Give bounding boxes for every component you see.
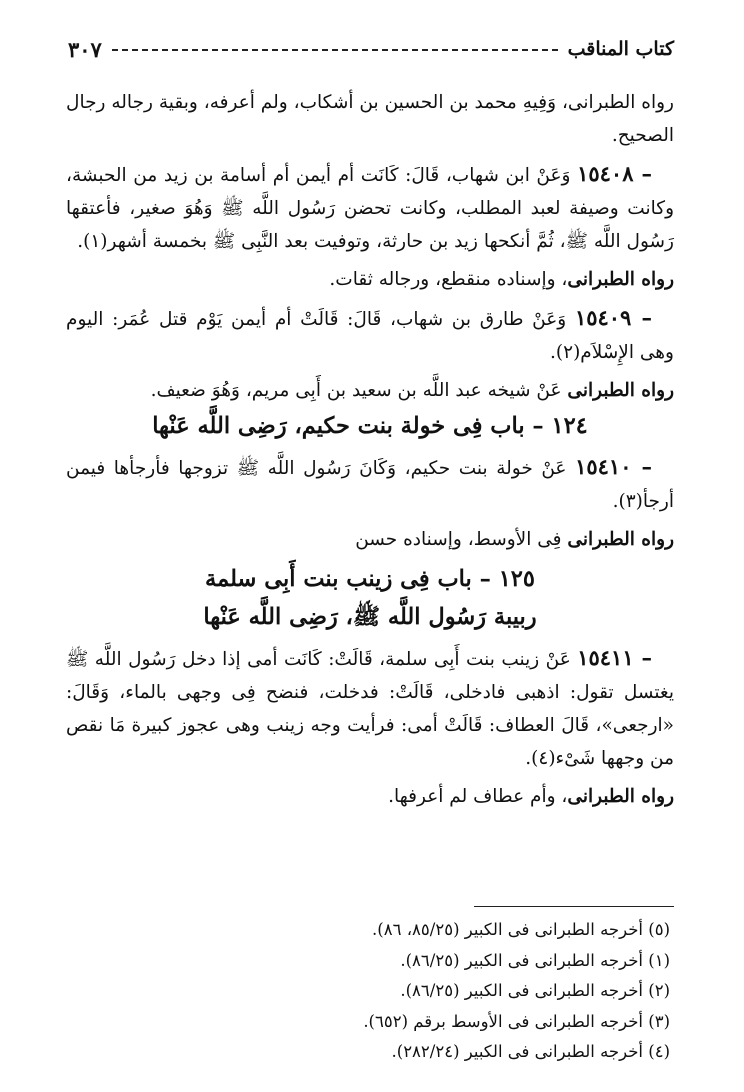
chapter-heading-125-subtitle: ربيبة رَسُول اللَّه ﷺ، رَضِى اللَّه عَنْها — [203, 604, 537, 630]
narration-source: رواه الطبرانى — [567, 380, 674, 401]
page-header — [68, 34, 674, 64]
hadith-number: ١٥٤٠٩ – — [574, 305, 652, 330]
hadith-text: وَعَنْ ابن شهاب، قَالَ: كَانَت أم أيمن أم أسامة بن زيد من الحبشة، وكانت وصيفة لعبد المطلب، وكانت تحضن رَسُول اللَّه ﷺ وَهُوَ صغير، فأعتقها رَسُول اللَّه ﷺ، ثُمَّ أنكحها زيد بن حارثة، وتوفيت بعد النَّبِى ﷺ بخمسة أشهر(١). — [66, 165, 674, 252]
hadith-number: ١٥٤٠٨ – — [577, 161, 652, 186]
paragraph-narration: رواه الطبرانى، وَفِيهِ محمد بن الحسين بن أشكاب، ولم أعرفه، وبقية رجاله رجال الصحيح. — [66, 92, 674, 146]
hadith-15408 — [66, 157, 674, 258]
hadith-15409 — [66, 301, 674, 369]
narration-note — [66, 263, 674, 296]
narration-note — [66, 523, 674, 556]
page-body — [66, 86, 674, 813]
narration-note — [66, 780, 674, 813]
narration-comment: فِى الأوسط، وإسناده حسن — [355, 529, 568, 550]
hadith-text: عَنْ زينب بنت أَبِى سلمة، قَالَتْ: كَانَت أمى إذا دخل رَسُول اللَّه ﷺ يغتسل تقول: اذهبى فادخلى، قَالَتْ: فدخلت، فنضح فِى وجهى بالماء، وَقَالَ: «ارجعى»، قَالَ العطاف: قَالَتْ أمى: فرأيت وجه زينب وهى عجوز كبيرة مَا نقص من وجهها شَىْء(٤). — [66, 649, 674, 769]
hadith-15411 — [66, 641, 674, 775]
chapter-heading-125: ١٢٥ – باب فِى زينب بنت أَبِى سلمة — [205, 566, 535, 592]
narration-source: رواه الطبرانى — [567, 786, 674, 807]
hadith-15410 — [66, 450, 674, 518]
footnote: (٢) أخرجه الطبرانى فى الكبير (٨٦/٢٥). — [400, 981, 670, 1000]
footnote-separator — [474, 906, 674, 907]
footnote: (٣) أخرجه الطبرانى فى الأوسط برقم (٦٥٢). — [363, 1011, 670, 1031]
narration-note — [66, 374, 674, 407]
header-divider — [112, 49, 558, 51]
narration-comment: عَنْ شيخه عبد اللَّه بن سعيد بن أَبِى مريم، وَهُوَ ضعيف. — [150, 380, 568, 401]
narration-source: رواه الطبرانى — [567, 529, 674, 550]
footnote: (١) أخرجه الطبرانى فى الكبير (٨٦/٢٥). — [400, 950, 670, 970]
hadith-text: عَنْ خولة بنت حكيم، وَكَانَ رَسُول اللَّه ﷺ تزوجها فأرجأها فيمن أرجأ(٣). — [66, 458, 674, 512]
narration-comment: ، وإسناده منقطع، ورجاله ثقات. — [329, 269, 568, 290]
chapter-heading-124: ١٢٤ – باب فِى خولة بنت حكيم، رَضِى اللَّه عَنْها — [152, 413, 588, 439]
hadith-number: ١٥٤١١ – — [577, 645, 652, 670]
page-number: ٣٠٧ — [68, 36, 102, 62]
footnote: (٥) أخرجه الطبرانى فى الكبير (٨٥/٢٥، ٨٦). — [372, 920, 670, 939]
footnotes — [70, 915, 670, 1068]
hadith-number: ١٥٤١٠ – — [575, 454, 652, 479]
hadith-text: وَعَنْ طارق بن شهاب، قَالَ: قَالَتْ أم أيمن يَوْم قتل عُمَر: اليوم وهى الإِسْلاَم(٢). — [66, 309, 674, 363]
footnote: (٤) أخرجه الطبرانى فى الكبير (٢٨٢/٢٤). — [391, 1042, 670, 1061]
running-title: كتاب المناقب — [567, 38, 674, 60]
narration-comment: ، وأم عطاف لم أعرفها. — [388, 786, 568, 807]
narration-source: رواه الطبرانى — [567, 269, 674, 290]
